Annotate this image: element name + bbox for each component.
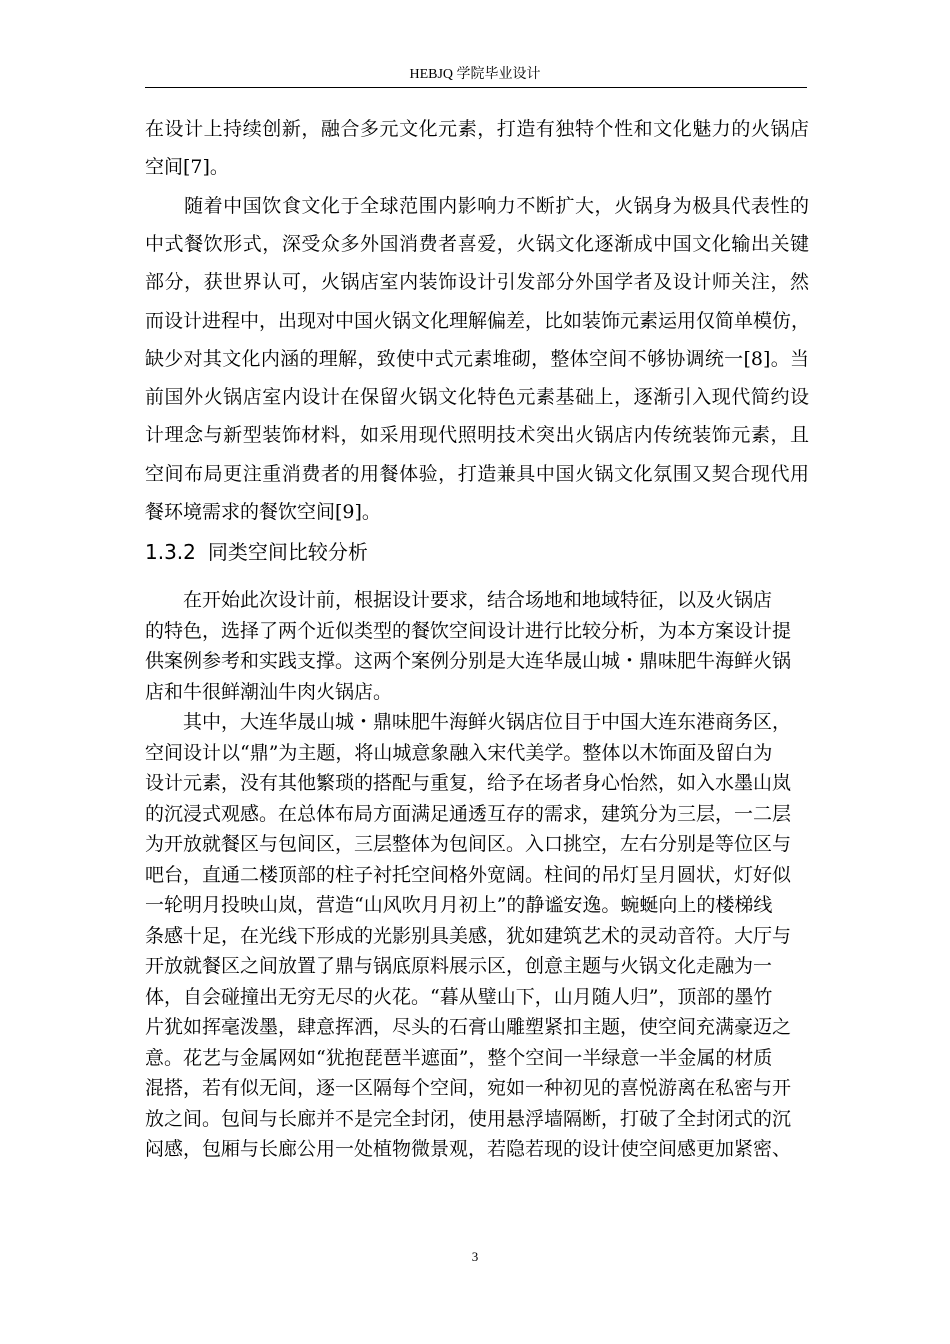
header-rule xyxy=(145,87,807,88)
text-line: 为开放就餐区与包间区，三层整体为包间区。入口挑空，左右分别是等位区与 xyxy=(145,833,792,855)
text-line: 的特色，选择了两个近似类型的餐饮空间设计进行比较分析，为本方案设计提 xyxy=(145,619,792,642)
text-line: 空间设计以“鼎”为主题，将山城意象融入宋代美学。整体以木饰面及留白为 xyxy=(145,741,773,764)
text-line: 而设计进程中，出现对中国火锅文化理解偏差，比如装饰元素运用仅简单模仿， xyxy=(145,309,811,332)
text-line: 闷感，包厢与长廊公用一处植物微景观，若隐若现的设计使空间感更加紧密、 xyxy=(145,1138,792,1160)
text-line: 前国外火锅店室内设计在保留火锅文化特色元素基础上，逐渐引入现代简约设 xyxy=(145,386,809,409)
text-line: 空间布局更注重消费者的用餐体验，打造兼具中国火锅文化氛围又契合现代用 xyxy=(145,462,809,485)
text-line: 缺少对其文化内涵的理解，致使中式元素堆砌，整体空间不够协调统一[8]。当 xyxy=(145,347,809,370)
text-line: 其中，大连华晟山城・鼎味肥牛海鲜火锅店位目于中国大连东港商务区， xyxy=(145,711,792,733)
text-line: 供案例参考和实践支撑。这两个案例分别是大连华晟山城・鼎味肥牛海鲜火锅 xyxy=(145,650,792,672)
text-line: 随着中国饮食文化于全球范围内影响力不断扩大，火锅身为极具代表性的 xyxy=(145,194,809,217)
text-line: 在设计上持续创新，融合多元文化元素，打造有独特个性和文化魅力的火锅店 xyxy=(145,118,809,140)
text-line: 的沉浸式观感。在总体布局方面满足通透互存的需求，建筑分为三层，一二层 xyxy=(145,802,792,825)
page-number: 3 xyxy=(471,1249,479,1264)
text-line: 店和牛很鲜潮汕牛肉火锅店。 xyxy=(145,680,393,703)
section-number: 1.3.2 xyxy=(145,540,196,564)
text-line: 条感十足，在光线下形成的光影别具美感，犹如建筑艺术的灵动音符。大厅与 xyxy=(145,924,792,947)
running-header: HEBJQ 学院毕业设计 xyxy=(409,67,541,82)
text-line: 放之间。包间与长廊并不是完全封闭，使用悬浮墙隔断，打破了全封闭式的沉 xyxy=(145,1107,792,1130)
text-line: 吧台，直通二楼顶部的柱子衬托空间格外宽阔。柱间的吊灯呈月圆状，灯好似 xyxy=(145,863,792,886)
text-line: 设计元素，没有其他繁琐的搭配与重复，给予在场者身心怡然，如入水墨山岚 xyxy=(145,772,792,794)
text-line: 一轮明月投映山岚，营造“山风吹月月初上”的静谧安逸。蜿蜒向上的楼梯线 xyxy=(145,894,773,916)
text-line: 部分，获世界认可，火锅店室内装饰设计引发部分外国学者及设计师关注，然 xyxy=(145,271,809,294)
text-line: 空间[7]。 xyxy=(145,156,229,179)
text-line: 中式餐饮形式，深受众多外国消费者喜爱，火锅文化逐渐成中国文化输出关键 xyxy=(145,232,809,255)
text-line: 开放就餐区之间放置了鼎与锅底原料展示区，创意主题与火锅文化走融为一 xyxy=(145,955,773,977)
section-heading xyxy=(145,539,368,565)
text-line: 混搭，若有似无间，逐一区隔每个空间，宛如一种初见的喜悦游离在私密与开 xyxy=(145,1077,792,1099)
text-line: 计理念与新型装饰材料，如采用现代照明技术突出火锅店内传统装饰元素，且 xyxy=(145,424,809,447)
text-line: 体，自会碰撞出无穷无尽的火花。“暮从璧山下，山月随人归”，顶部的墨竹 xyxy=(145,985,773,1008)
text-line: 餐环境需求的餐饮空间[9]。 xyxy=(145,501,381,523)
text-line: 意。花艺与金属网如“犹抱琵琶半遮面”，整个空间一半绿意一半金属的材质 xyxy=(145,1046,773,1069)
text-line: 在开始此次设计前，根据设计要求，结合场地和地域特征，以及火锅店 xyxy=(145,589,773,611)
text-line: 片犹如挥毫泼墨，肆意挥洒，尽头的石膏山雕塑紧扣主题，使空间充满豪迈之 xyxy=(145,1016,792,1038)
section-title: 同类空间比较分析 xyxy=(207,540,368,564)
